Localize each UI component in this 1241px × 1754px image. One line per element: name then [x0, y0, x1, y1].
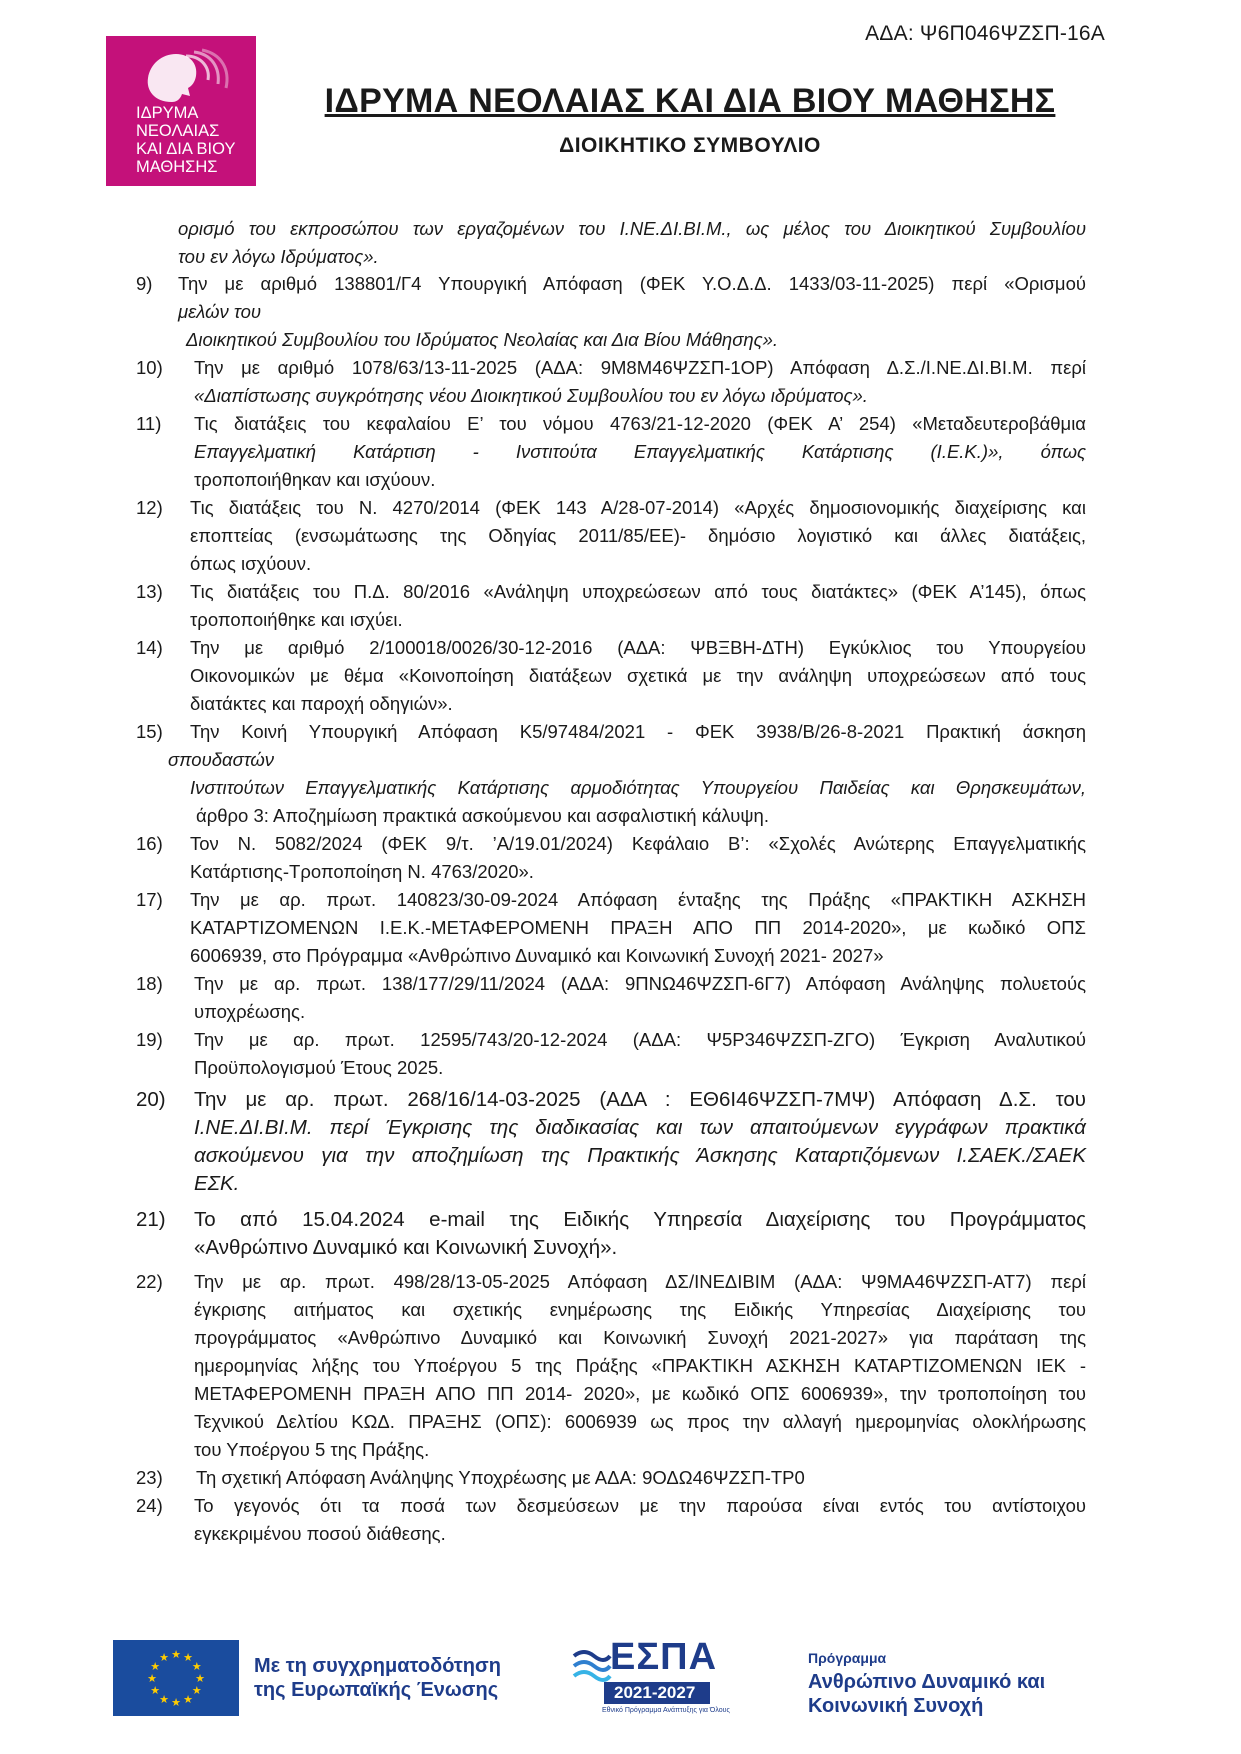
item-text-line: Την Κοινή Υπουργική Απόφαση Κ5/97484/2021 - ΦΕΚ 3938/Β/26-8-2021 Πρακτική άσκηση: [190, 721, 1086, 742]
item-text-line: Την με αριθμό 138801/Γ4 Υπουργική Απόφαση (ΦΕΚ Υ.Ο.Δ.Δ. 1433/03-11-2025) περί «Ορισμού: [178, 273, 1086, 294]
item-number: 22): [136, 1271, 163, 1292]
item-text-line: του Υποέργου 5 της Πράξης.: [194, 1439, 430, 1460]
program-name: [808, 1670, 1045, 1718]
item-number: 10): [136, 357, 163, 378]
eu-cofunding-text: [254, 1654, 501, 1702]
item-text-line: υποχρέωσης.: [194, 1001, 306, 1022]
item-text-line: μελών του: [178, 301, 262, 322]
item-number: 21): [136, 1208, 166, 1231]
footer-logos: [0, 1636, 1241, 1720]
item-text-line: προγράμματος «Ανθρώπινο Δυναμικό και Κοινωνική Συνοχή 2021-2027» για παράταση της: [194, 1327, 1086, 1348]
logo-line: ΝΕΟΛΑΙΑΣ: [136, 122, 220, 140]
item-text-line: Επαγγελματική Κατάρτιση - Ινστιτούτα Επαγγελματικής Κατάρτισης (Ι.Ε.Κ.)», όπως: [194, 441, 1086, 462]
logo-line: ΚΑΙ ΔΙΑ ΒΙΟΥ: [136, 140, 236, 158]
item-text-line: διατάκτες και παροχή οδηγιών».: [190, 693, 453, 714]
item-number: 17): [136, 889, 163, 910]
eu-star-icon: ★: [183, 1693, 193, 1706]
item-text-line: Ι.ΝΕ.ΔΙ.ΒΙ.Μ. περί Έγκρισης της διαδικασίας και των απαιτούμενων εγγράφων πρακτικά: [194, 1116, 1086, 1139]
item-text-line: Την με αρ. πρωτ. 268/16/14-03-2025 (ΑΔΑ : ΕΘ6Ι46ΨΖΣΠ-7ΜΨ) Απόφαση Δ.Σ. του: [194, 1088, 1086, 1111]
espa-word: ΕΣΠΑ: [610, 1636, 718, 1678]
item-text-line: ασκούμενου για την αποζημίωση της Πρακτικής Άσκησης Καταρτιζόμενων Ι.ΣΑΕΚ./ΣΑΕΚ: [194, 1144, 1086, 1167]
logo-line: ΜΑΘΗΣΗΣ: [136, 158, 218, 176]
item-number: 12): [136, 497, 163, 518]
logo-profile-icon: [124, 46, 244, 106]
item-text-line: Την με αρ. πρωτ. 138/177/29/11/2024 (ΑΔΑ: 9ΠΝΩ46ΨΖΣΠ-6Γ7) Απόφαση Ανάληψης πολυετούς: [194, 973, 1086, 994]
eu-star-icon: ★: [191, 1661, 202, 1673]
eu-text-line: της Ευρωπαϊκής Ένωσης: [254, 1679, 499, 1701]
espa-wave-icon: [572, 1646, 612, 1686]
organization-subtitle: ΔΙΟΙΚΗΤΙΚΟ ΣΥΜΒΟΥΛΙΟ: [559, 134, 821, 157]
item-number: 15): [136, 721, 163, 742]
item-number: 19): [136, 1029, 163, 1050]
logo-text: [136, 104, 235, 176]
ada-code: ΑΔΑ: Ψ6Π046ΨΖΣΠ-16Α: [865, 22, 1105, 45]
item-text-line: τροποποιήθηκαν και ισχύουν.: [194, 469, 436, 490]
espa-logo: [572, 1636, 730, 1720]
item-text-line: Την με αριθμό 2/100018/0026/30-12-2016 (ΑΔΑ: ΨΒΞΒΗ-ΔΤΗ) Εγκύκλιος του Υπουργείου: [190, 637, 1086, 658]
item-text-line: Την με αρ. πρωτ. 12595/743/20-12-2024 (ΑΔΑ: Ψ5Ρ346ΨΖΣΠ-ΖΓΟ) Έγκριση Αναλυτικού: [194, 1029, 1086, 1050]
foundation-logo: [106, 36, 256, 186]
espa-years: 2021-2027: [614, 1683, 696, 1702]
item-text-line: Την με αριθμό 1078/63/13-11-2025 (ΑΔΑ: 9Μ8Μ46ΨΖΣΠ-1ΟΡ) Απόφαση Δ.Σ./Ι.ΝΕ.ΔΙ.ΒΙ.Μ. περί: [194, 357, 1086, 378]
item-text-line: έγκρισης αιτήματος και σχετικής ενημέρωσης της Ειδικής Υπηρεσίας Διαχείρισης του: [194, 1299, 1086, 1320]
item-text-line: 6006939, στο Πρόγραμμα «Ανθρώπινο Δυναμικό και Κοινωνική Συνοχή 2021- 2027»: [190, 945, 884, 966]
item-text-line: Την με αρ. πρωτ. 498/28/13-05-2025 Απόφαση ΔΣ/ΙΝΕΔΙΒΙΜ (ΑΔΑ: Ψ9ΜΑ46ΨΖΣΠ-ΑΤ7) περί: [194, 1271, 1086, 1292]
item-text-line: Τον Ν. 5082/2024 (ΦΕΚ 9/τ. ’Α/19.01/2024) Κεφάλαιο Β’: «Σχολές Ανώτερης Επαγγελματικής: [190, 833, 1086, 854]
item-text-line: Τεχνικού Δελτίου ΚΩΔ. ΠΡΑΞΗΣ (ΟΠΣ): 6006939 ως προς την αλλαγή ημερομηνίας ολοκλήρωσης: [194, 1411, 1086, 1432]
item-number: 11): [136, 413, 162, 434]
item-number: 16): [136, 833, 163, 854]
program-name-line: Ανθρώπινο Δυναμικό και: [808, 1671, 1046, 1693]
eu-star-icon: ★: [147, 1673, 157, 1685]
item-number: 24): [136, 1495, 163, 1516]
item-text-line: Τις διατάξεις του Π.Δ. 80/2016 «Ανάληψη υποχρεώσεων από τους διατάκτες» (ΦΕΚ Α’145), όπως: [190, 581, 1086, 602]
item-number: 23): [136, 1467, 163, 1488]
item-number: 9): [136, 273, 153, 294]
item-number: 13): [136, 581, 163, 602]
item-text-line: ημερομηνίας λήξης του Υποέργου 5 της Πράξης «ΠΡΑΚΤΙΚΗ ΑΣΚΗΣΗ ΚΑΤΑΡΤΙΖΟΜΕΝΩΝ ΙΕΚ -: [194, 1355, 1086, 1376]
logo-line: ΙΔΡΥΜΑ: [136, 104, 199, 122]
item-text-line: Κατάρτισης-Τροποποίηση Ν. 4763/2020».: [190, 861, 534, 882]
item-text-line: τροποποιήθηκε και ισχύει.: [190, 609, 403, 630]
item-text-line: Την με αρ. πρωτ. 140823/30-09-2024 Απόφαση ένταξης της Πράξης «ΠΡΑΚΤΙΚΗ ΑΣΚΗΣΗ: [190, 889, 1086, 910]
program-label: Πρόγραμμα: [808, 1650, 887, 1666]
item-text-line: ΜΕΤΑΦΕΡΟΜΕΝΗ ΠΡΑΞΗ ΑΠΟ ΠΠ 2014- 2020», με κωδικό ΟΠΣ 6006939», την τροποποίηση του: [194, 1383, 1086, 1404]
eu-star-icon: ★: [183, 1652, 193, 1665]
eu-star-icon: ★: [171, 1649, 181, 1661]
item-text-line: Τις διατάξεις του Ν. 4270/2014 (ΦΕΚ 143 Α/28-07-2014) «Αρχές δημοσιονομικής διαχείρισης και: [190, 497, 1086, 518]
item-text-line: Τις διατάξεις του κεφαλαίου Ε’ του νόμου 4763/21-12-2020 (ΦΕΚ Α’ 254) «Μεταδευτεροβάθμια: [194, 413, 1086, 434]
item-text-line: άρθρο 3: Αποζημίωση πρακτικά ασκούμενου και ασφαλιστική κάλυψη.: [196, 805, 769, 826]
item-text-line: «Διαπίστωσης συγκρότησης νέου Διοικητικού Συμβουλίου του εν λόγω ιδρύματος».: [194, 385, 868, 406]
item-text-line: ΕΣΚ.: [194, 1172, 240, 1195]
item-text-line: Διοικητικού Συμβουλίου του Ιδρύματος Νεολαίας και Δια Βίου Μάθησης».: [186, 329, 779, 350]
eu-text-line: Με τη συγχρηματοδότηση: [254, 1655, 501, 1677]
item-text-line: του εν λόγω Ιδρύματος».: [178, 246, 379, 267]
item-text-line: Τη σχετική Απόφαση Ανάληψης Υποχρέωσης με ΑΔΑ: 9ΟΔΩ46ΨΖΣΠ-ΤΡ0: [196, 1467, 805, 1488]
eu-star-icon: ★: [171, 1697, 181, 1709]
item-text-line: Οικονομικών με θέμα «Κοινοποίηση διατάξεων σχετικά με την ανάληψη υποχρεώσεων από τους: [190, 665, 1086, 686]
item-text-line: σπουδαστών: [168, 749, 275, 770]
item-text-line: εγκεκριμένου ποσού διάθεσης.: [194, 1523, 446, 1544]
eu-flag-icon: [113, 1640, 239, 1716]
item-text-line: Το από 15.04.2024 e-mail της Ειδικής Υπηρεσία Διαχείρισης του Προγράμματος: [194, 1208, 1086, 1231]
eu-star-icon: ★: [159, 1652, 169, 1665]
eu-star-icon: ★: [191, 1685, 202, 1697]
eu-star-icon: ★: [159, 1693, 169, 1706]
item-text-line: εποπτείας (ενσωμάτωσης της Οδηγίας 2011/85/ΕΕ)- δημόσιο λογιστικό και άλλες διατάξεις,: [190, 525, 1086, 546]
item-text-line: ορισμό του εκπροσώπου των εργαζομένων του Ι.ΝΕ.ΔΙ.ΒΙ.Μ., ως μέλος του Διοικητικού Συμβουλίου: [178, 218, 1086, 239]
item-text-line: Προϋπολογισμού Έτους 2025.: [194, 1057, 444, 1078]
eu-star-icon: ★: [150, 1661, 161, 1673]
organization-title: ΙΔΡΥΜΑ ΝΕΟΛΑΙΑΣ ΚΑΙ ΔΙΑ ΒΙΟΥ ΜΑΘΗΣΗΣ: [324, 82, 1056, 120]
item-text-line: όπως ισχύουν.: [190, 553, 312, 574]
eu-star-icon: ★: [195, 1673, 205, 1685]
program-name-line: Κοινωνική Συνοχή: [808, 1695, 984, 1717]
item-text-line: Ινστιτούτων Επαγγελματικής Κατάρτισης αρμοδιότητας Υπουργείου Παιδείας και Θρησκευμάτων,: [190, 777, 1086, 798]
item-number: 18): [136, 973, 163, 994]
item-number: 14): [136, 637, 163, 658]
espa-slogan: Εθνικό Πρόγραμμα Ανάπτυξης για Όλους: [602, 1707, 730, 1714]
eu-star-icon: ★: [150, 1685, 161, 1697]
item-text-line: Το γεγονός ότι τα ποσά των δεσμεύσεων με την παρούσα είναι εντός του αντίστοιχου: [194, 1495, 1086, 1516]
item-text-line: ΚΑΤΑΡΤΙΖΟΜΕΝΩΝ Ι.Ε.Κ.-ΜΕΤΑΦΕΡΟΜΕΝΗ ΠΡΑΞΗ ΑΠΟ ΠΠ 2014-2020», με κωδικό ΟΠΣ: [190, 917, 1086, 938]
item-text-line: «Ανθρώπινο Δυναμικό και Κοινωνική Συνοχή».: [194, 1236, 618, 1259]
item-number: 20): [136, 1088, 166, 1111]
